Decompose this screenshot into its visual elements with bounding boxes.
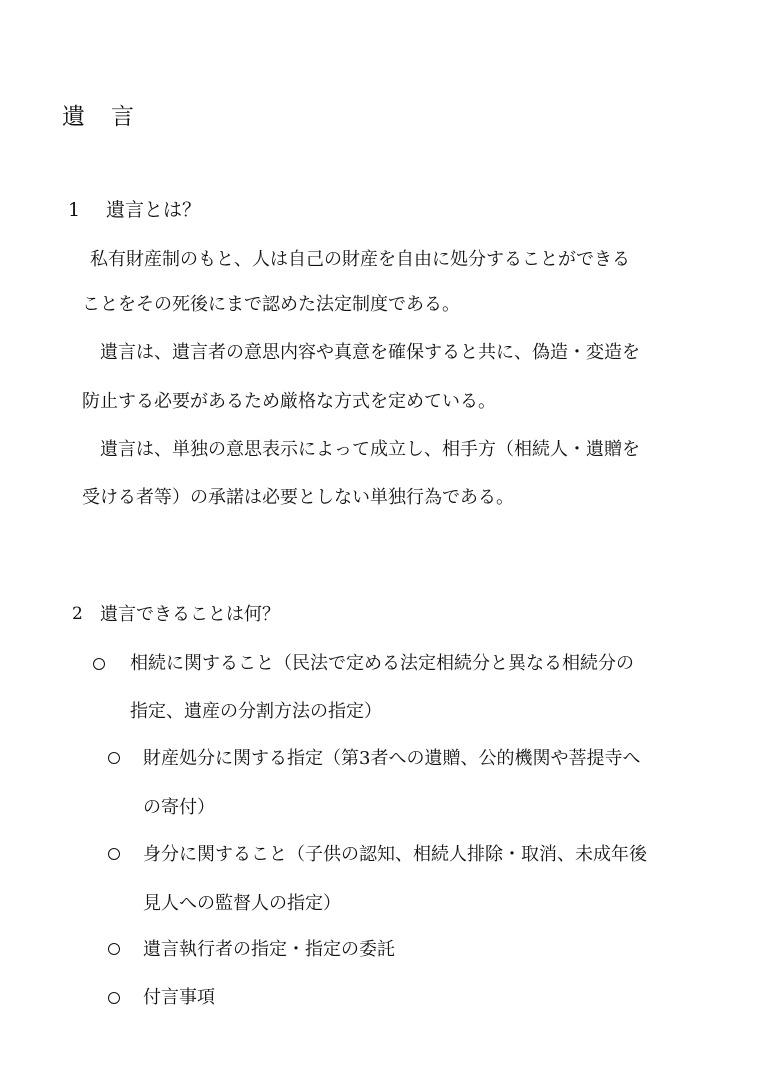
list-item-3-line-1: 身分に関すること（子供の認知、相続人排除・取消、未成年後 bbox=[143, 844, 647, 865]
list-item-2-line-1: 財産処分に関する指定（第3者への遺贈、公的機関や菩提寺へ bbox=[143, 748, 641, 769]
section-2-heading: 遺言できることは何？ bbox=[100, 604, 280, 625]
section-1-heading: 遺言とは？ bbox=[106, 199, 202, 221]
list-item-3-line-2: 見人への監督人の指定） bbox=[143, 893, 341, 914]
document-title bbox=[62, 106, 134, 129]
section-1-line-3: 遺言は、遺言者の意思内容や真意を確保すると共に、偽造・変造を bbox=[100, 342, 640, 363]
section-1-line-1: 私有財産制のもと、人は自己の財産を自由に処分することができる bbox=[90, 249, 630, 270]
section-1-line-6: 受ける者等）の承諾は必要としない単独行為である。 bbox=[82, 487, 514, 508]
title-char-2: 言 bbox=[111, 104, 134, 130]
section-1-line-5: 遺言は、単独の意思表示によって成立し、相手方（相続人・遺贈を bbox=[100, 439, 640, 460]
section-1-number: 1 bbox=[68, 199, 81, 221]
section-2-number: 2 bbox=[72, 604, 83, 624]
title-char-1: 遺 bbox=[62, 104, 85, 130]
list-item-1-line-2: 指定、遺産の分割方法の指定） bbox=[130, 701, 382, 722]
list-item-4: 遺言執行者の指定・指定の委託 bbox=[143, 939, 395, 960]
list-item-1-line-1: 相続に関すること（民法で定める法定相続分と異なる相続分の bbox=[130, 653, 634, 674]
circle-bullet-icon bbox=[108, 752, 120, 764]
circle-bullet-icon bbox=[108, 943, 120, 955]
circle-bullet-icon bbox=[93, 658, 105, 670]
list-item-5: 付言事項 bbox=[143, 987, 215, 1008]
list-item-2-line-2: の寄付） bbox=[143, 797, 215, 818]
section-1-line-2: ことをその死後にまで認めた法定制度である。 bbox=[82, 294, 460, 315]
section-1-line-4: 防止する必要があるため厳格な方式を定めている。 bbox=[82, 391, 496, 412]
circle-bullet-icon bbox=[108, 848, 120, 860]
circle-bullet-icon bbox=[108, 992, 120, 1004]
